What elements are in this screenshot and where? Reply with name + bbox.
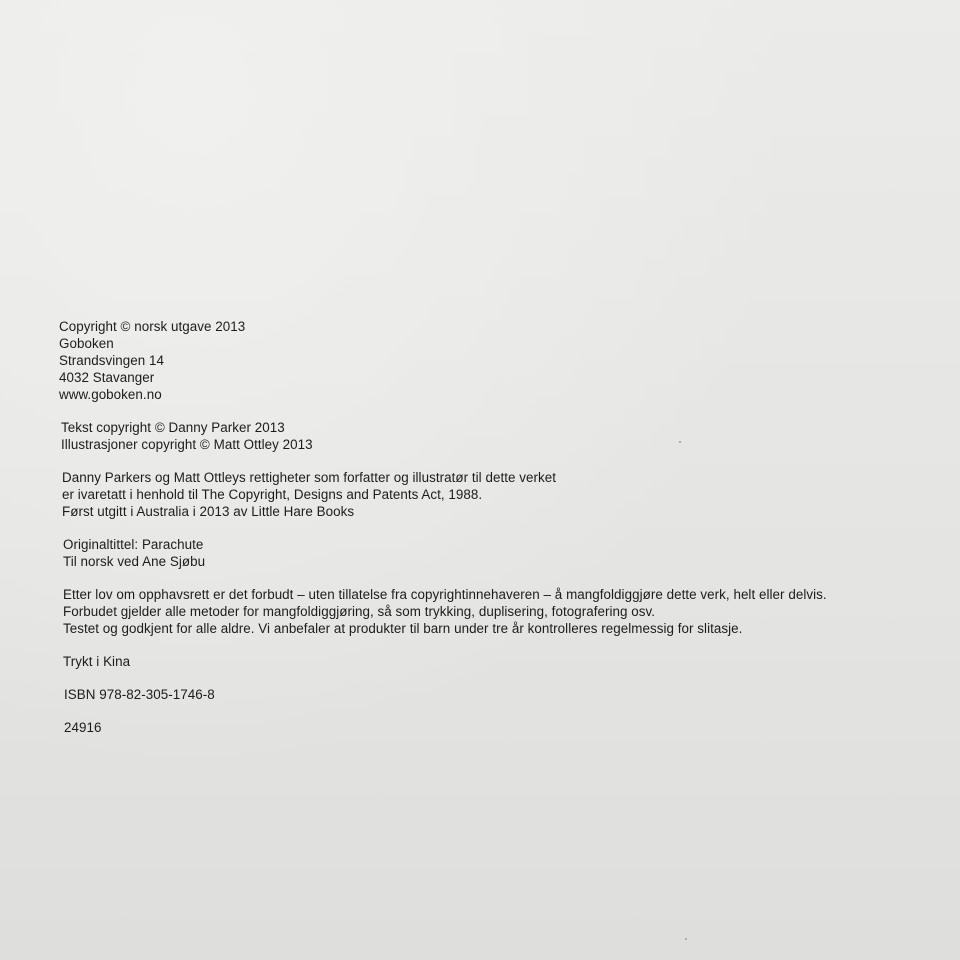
legal-line-3: Testet og godkjent for alle aldre. Vi anbefaler at produkter til barn under tre år kontrolleres regelmessig for slitasje. <box>63 621 743 636</box>
translator-line: Til norsk ved Ane Sjøbu <box>63 554 206 569</box>
publisher-postal: 4032 Stavanger <box>59 370 155 385</box>
first-published-line: Først utgitt i Australia i 2013 av Little Hare Books <box>62 504 355 519</box>
isbn-number: ISBN 978-82-305-1746-8 <box>64 687 215 702</box>
publisher-street: Strandsvingen 14 <box>59 353 165 368</box>
publisher-block <box>59 318 939 403</box>
legal-line-1: Etter lov om opphavsrett er det forbudt – uten tillatelse fra copyrightinnehaveren – å mangfoldiggjøre dette verk, helt eller delvis. <box>63 587 827 602</box>
code-block <box>64 719 939 736</box>
paper-speck <box>679 441 681 443</box>
printed-in: Trykt i Kina <box>63 654 131 669</box>
rights-line-1: Danny Parkers og Matt Ottleys rettigheter som forfatter og illustratør til dette verket <box>62 470 557 485</box>
paper-speck <box>685 938 687 940</box>
text-credit: Tekst copyright © Danny Parker 2013 <box>61 420 285 435</box>
rights-block <box>62 469 939 520</box>
legal-block <box>63 586 939 637</box>
legal-line-2: Forbudet gjelder alle metoder for mangfoldiggjøring, så som trykking, duplisering, fotografering osv. <box>63 604 656 619</box>
colophon-text <box>59 318 939 752</box>
credits-block <box>61 419 939 453</box>
original-title: Originaltittel: Parachute <box>63 537 204 552</box>
copyright-line: Copyright © norsk utgave 2013 <box>59 319 246 334</box>
print-code: 24916 <box>64 720 102 735</box>
illustration-credit: Illustrasjoner copyright © Matt Ottley 2013 <box>61 437 313 452</box>
publisher-website: www.goboken.no <box>59 387 162 402</box>
original-title-block <box>63 536 939 570</box>
rights-line-2: er ivaretatt i henhold til The Copyright, Designs and Patents Act, 1988. <box>62 487 483 502</box>
printed-in-block <box>63 653 939 670</box>
isbn-block <box>64 686 939 703</box>
publisher-name: Goboken <box>59 336 114 351</box>
